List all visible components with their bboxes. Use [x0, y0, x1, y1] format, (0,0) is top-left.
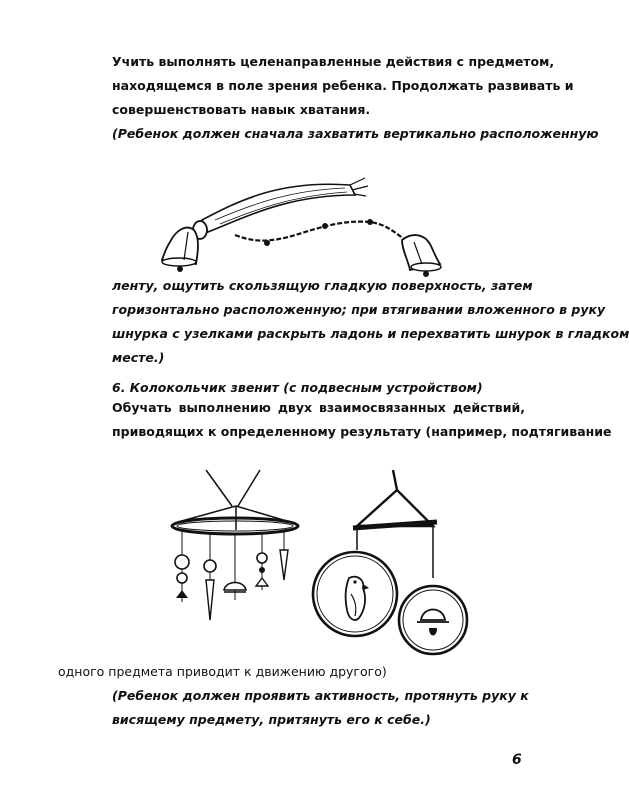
bells-ribbon-cord-illustration	[140, 160, 460, 280]
text-line: ленту, ощутить скользящую гладкую поверхность, затем	[112, 278, 533, 293]
text-line: (Ребенок должен проявить активность, протянуть руку к	[112, 688, 529, 703]
heading-subtitle: (с подвесным устройством)	[278, 380, 483, 395]
text-line: шнурка с узелками раскрыть ладонь и перехватить шнурок в гладком	[112, 326, 629, 341]
paragraph-note-1	[112, 122, 599, 146]
text-line: приводящих к определенному результату (например, подтягивание	[112, 424, 612, 439]
heading-title: 6. Колокольчик звенит	[112, 380, 279, 395]
ring-mobile-illustration	[160, 470, 310, 640]
paragraph-note-1-cont	[112, 274, 629, 370]
text-line: горизонтально расположенную; при втягивании вложенного в руку	[112, 302, 606, 317]
text-line: одного предмета приводит к движению другого)	[58, 664, 387, 679]
section-heading	[112, 380, 483, 395]
text-line: совершенствовать навык хватания.	[112, 102, 371, 117]
text-line: находящемся в поле зрения ребенка. Продолжать развивать и	[112, 78, 574, 93]
text-line: месте.)	[112, 350, 165, 365]
text-line: (Ребенок должен сначала захватить вертикально расположенную	[112, 126, 599, 141]
paragraph-goal-2	[112, 396, 612, 444]
paragraph-note-2	[112, 684, 529, 732]
page-number: 6	[512, 752, 522, 768]
text-line: Обучать выполнению двух взаимосвязанных действий,	[112, 400, 525, 415]
parrot-bell-mobile-illustration	[305, 470, 455, 660]
text-line: висящему предмету, притянуть его к себе.)	[112, 712, 431, 727]
paragraph-goals	[112, 50, 574, 122]
text-line: Учить выполнять целенаправленные действия с предметом,	[112, 54, 555, 69]
paragraph-goal-2-cont	[58, 660, 498, 684]
